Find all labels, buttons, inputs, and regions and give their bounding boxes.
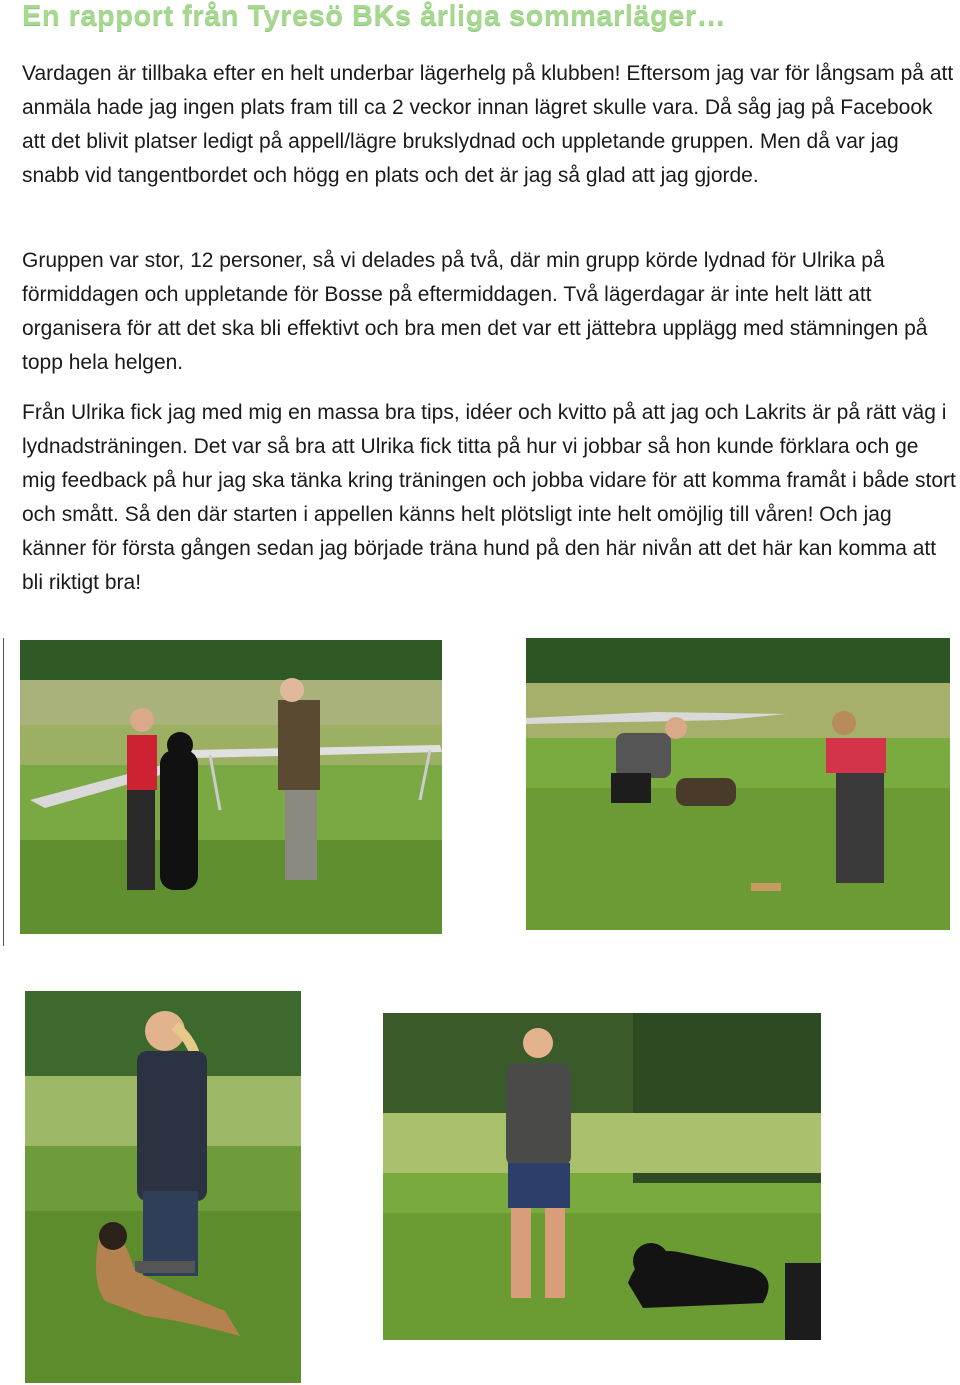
margin-divider: [3, 638, 4, 946]
photo-obedience-training: [20, 640, 442, 934]
article-title: En rapport från Tyresö BKs årliga sommarläger…: [22, 0, 727, 32]
article-paragraph: Vardagen är tillbaka efter en helt underbar lägerhelg på klubben! Eftersom jag var för långsam på att anmäla hade jag ingen plats fram till ca 2 veckor innan lägret skulle vara. Då såg jag på Facebook att det blivit platser ledigt på appell/lägre brukslydnad och uppletande gruppen. Men då var jag snabb vid tangentbordet och högg en plats och det är jag så glad att jag gjorde.: [22, 62, 954, 187]
photo-handler-malinois: [25, 991, 301, 1383]
article-paragraph: Från Ulrika fick jag med mig en massa bra tips, idéer och kvitto på att jag och Lakrits är på rätt väg i lydnadsträningen. Det var så bra att Ulrika fick titta på hur vi jobbar så hon kunde förklara och ge mig feedback på hur jag ska tänka kring träningen och jobba vidare för att komma framåt i både stort och smått. Så den där starten i appellen känns helt plötsligt inte helt omöjlig till våren! Och jag känner för första gången sedan jag började träna hund på den här nivån att det här kan komma att bli riktigt bra!: [22, 401, 956, 594]
article-paragraph: Gruppen var stor, 12 personer, så vi delades på två, där min grupp körde lydnad för Ulrika på förmiddagen och uppletande för Bosse på eftermiddagen. Två lägerdagar är inte helt lätt att organisera för att det ska bli effektivt och bra men det var ett jättebra upplägg med stämningen på topp hela helgen.: [22, 249, 928, 374]
photo-handler-lying-dogs: [383, 1013, 821, 1340]
photo-tracking-training: [526, 638, 950, 930]
